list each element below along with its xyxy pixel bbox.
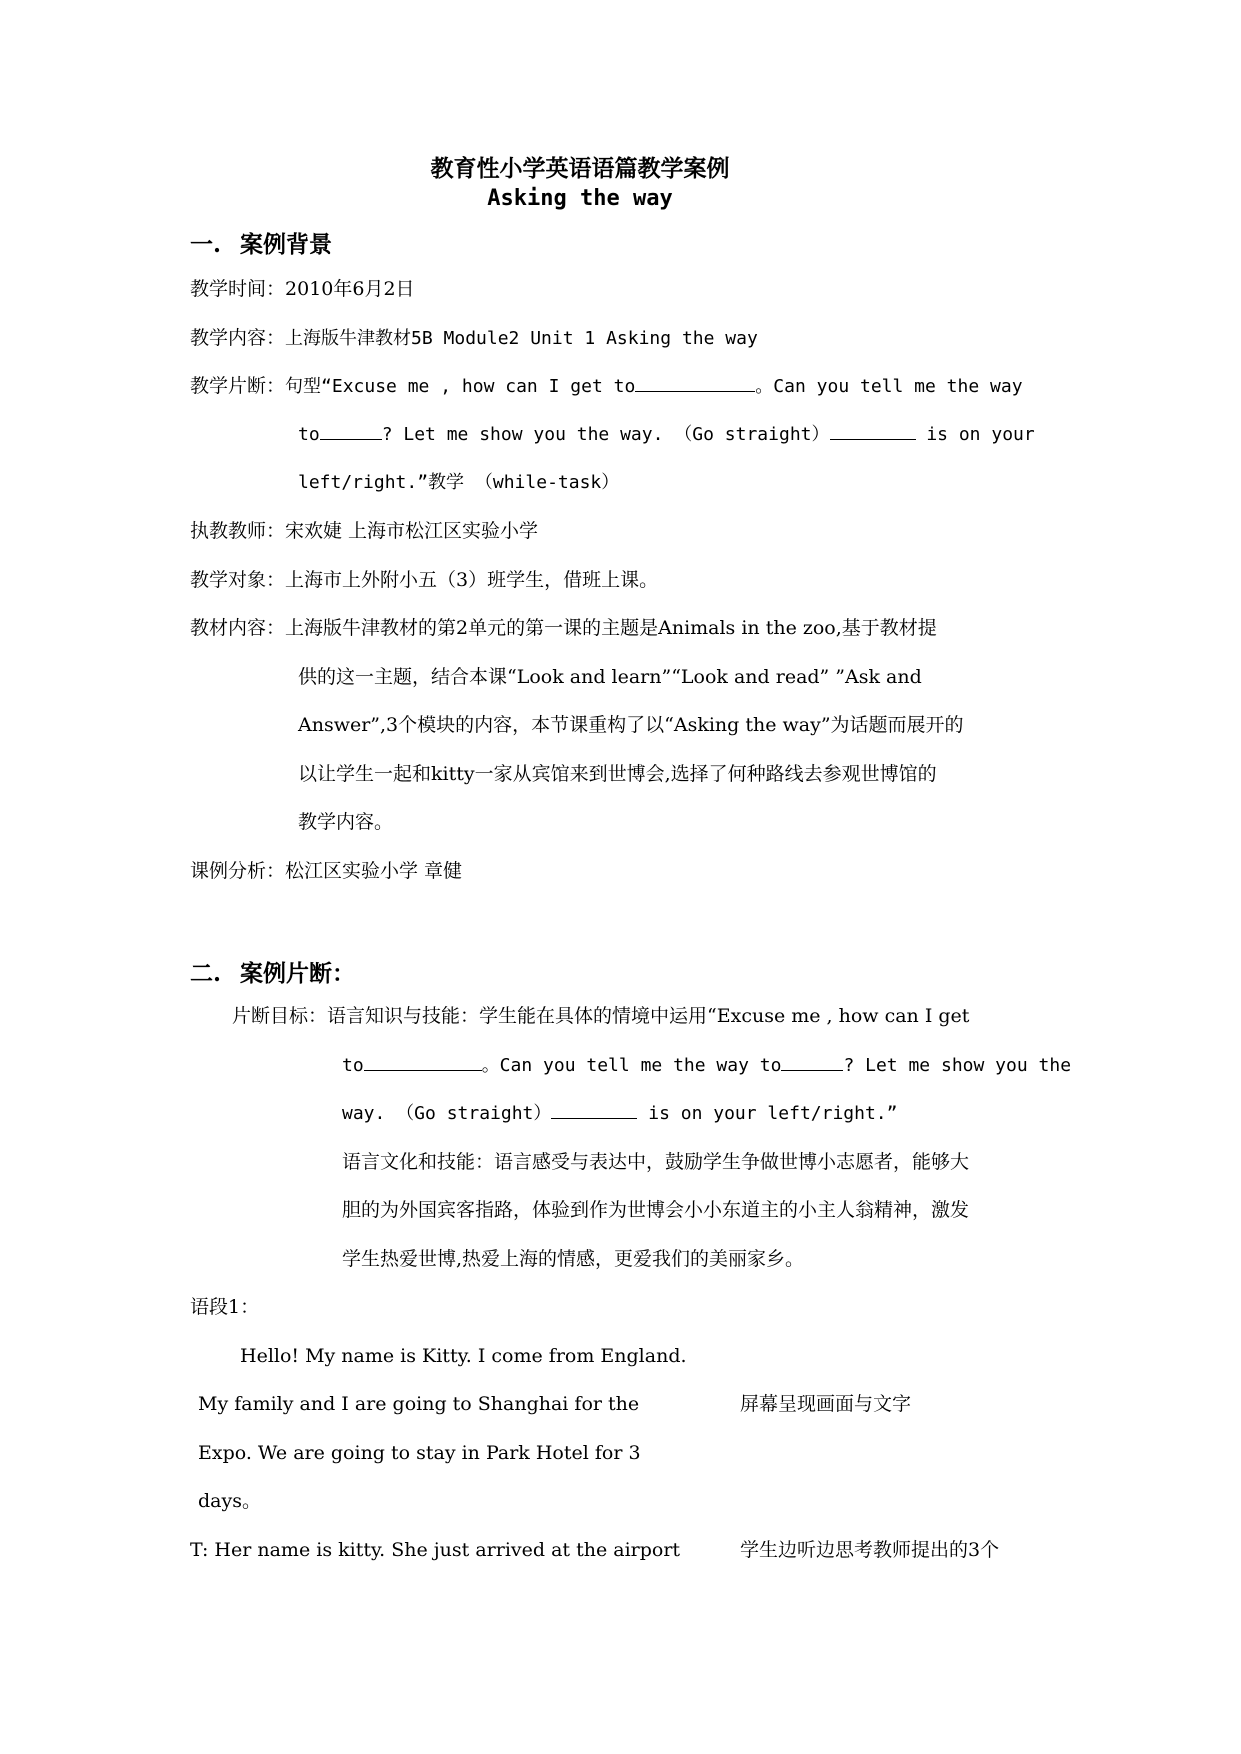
segment-note1: 屏幕呈现画面与文字 <box>740 1393 912 1415</box>
fill-blank <box>635 373 755 392</box>
material-line5: 教学内容。 <box>298 811 394 833</box>
field-label: 教学对象： <box>190 569 286 591</box>
field-label: 教材内容： <box>190 617 286 639</box>
goal-text: ? Let me show you the <box>843 1055 1072 1076</box>
segment-label: 语段1： <box>190 1296 260 1318</box>
fragment-goal <box>232 1003 969 1029</box>
fill-blank <box>364 1052 482 1071</box>
segment-line3: Expo. We are going to stay in Park Hotel for 3 <box>198 1442 641 1464</box>
material-content <box>190 615 937 641</box>
segment-line4: days。 <box>198 1490 261 1512</box>
section-title: 案例背景 <box>240 231 332 258</box>
fragment-text: ? Let me show you the way. （Go straight） <box>381 424 830 445</box>
teaching-content <box>190 325 758 352</box>
field-label: 教学内容： <box>190 327 286 349</box>
segment-line1: Hello! My name is Kitty. I come from England. <box>240 1345 687 1367</box>
fragment-text: 。Can you tell me the way <box>755 376 1023 397</box>
teaching-fragment-line3: left/right.”教学 （while-task） <box>298 472 620 493</box>
fragment-text: 句型“Excuse me , how can I get to <box>285 376 636 397</box>
case-analysis <box>190 858 462 884</box>
goal-text: 。Can you tell me the way to <box>481 1055 782 1076</box>
goal-line6: 学生热爱世博,热爱上海的情感，更爱我们的美丽家乡。 <box>342 1248 805 1270</box>
material-line4: 以让学生一起和kitty一家从宾馆来到世博会,选择了何种路线去参观世博馆的 <box>298 763 937 785</box>
field-label: 课例分析： <box>190 860 286 882</box>
section-heading-fragment <box>190 955 355 988</box>
field-label: 教学片断： <box>190 375 286 397</box>
document-subtitle: Asking the way <box>487 186 673 211</box>
fill-blank <box>320 421 382 440</box>
teacher <box>190 518 538 544</box>
goal-line2 <box>342 1052 1071 1079</box>
field-value: 松江区实验小学 章健 <box>285 860 463 882</box>
segment-line5: T: Her name is kitty. She just arrived at the airport <box>190 1539 681 1561</box>
field-label: 教学时间： <box>190 278 286 300</box>
document-title: 教育性小学英语语篇教学案例 <box>430 155 730 182</box>
field-label: 执教教师： <box>190 520 286 542</box>
material-line2: 供的这一主题，结合本课“Look and learn”“Look and read” ”Ask and <box>298 666 922 688</box>
field-value: 上海版牛津教材5B Module2 Unit 1 Asking the way <box>285 328 758 349</box>
goal-text: is on your left/right.” <box>637 1103 898 1124</box>
goal-line3 <box>342 1100 897 1127</box>
field-label: 片断目标： <box>232 1005 328 1027</box>
field-value: 上海市上外附小五（3）班学生，借班上课。 <box>285 569 659 591</box>
section-number: 二. <box>190 960 222 987</box>
teaching-target <box>190 567 658 593</box>
fragment-text: is on your <box>915 424 1035 445</box>
field-value: 上海版牛津教材的第2单元的第一课的主题是Animals in the zoo,基于教材提 <box>285 617 937 639</box>
segment-note2: 学生边听边思考教师提出的3个 <box>740 1539 1000 1561</box>
fill-blank <box>781 1052 843 1071</box>
fill-blank <box>551 1100 637 1119</box>
segment-line2: My family and I are going to Shanghai for the <box>198 1393 640 1415</box>
section-heading-background <box>190 226 332 259</box>
teaching-fragment <box>190 373 1023 400</box>
field-value: 宋欢婕 上海市松江区实验小学 <box>285 520 539 542</box>
goal-text: way. （Go straight） <box>342 1103 552 1124</box>
teaching-time <box>190 276 415 302</box>
fill-blank <box>830 421 916 440</box>
section-number: 一. <box>190 231 222 258</box>
field-value: 语言知识与技能：学生能在具体的情境中运用“Excuse me , how can I get <box>327 1005 970 1027</box>
section-title: 案例片断： <box>240 960 355 987</box>
goal-text: to <box>342 1055 364 1076</box>
material-line3: Answer”,3个模块的内容，本节课重构了以“Asking the way”为话题而展开的 <box>298 714 964 736</box>
field-value: 2010年6月2日 <box>285 278 415 300</box>
fragment-text: to <box>298 424 320 445</box>
goal-line4: 语言文化和技能：语言感受与表达中，鼓励学生争做世博小志愿者，能够大 <box>342 1151 970 1173</box>
teaching-fragment-line2 <box>298 421 1035 448</box>
goal-line5: 胆的为外国宾客指路，体验到作为世博会小小东道主的小主人翁精神，激发 <box>342 1199 970 1221</box>
